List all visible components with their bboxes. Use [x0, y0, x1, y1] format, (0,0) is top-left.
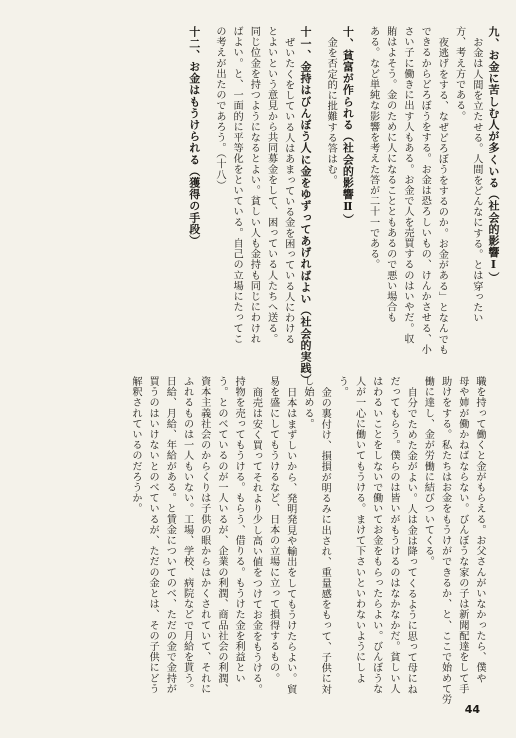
text-column: 方、考え方である。	[453, 26, 465, 122]
upper-text-block	[186, 26, 502, 386]
column-spacer	[356, 26, 364, 342]
page-number: 44	[464, 703, 480, 716]
text-column: ある。など単純な影響を考えた答が二十一である。	[367, 26, 379, 270]
section-heading: 十二、お金はもうけられる（獲得の手段）	[187, 26, 201, 247]
text-column: 自分でためた金がよい。人は金は降ってくるように思って母にね	[405, 387, 417, 695]
text-column: ふれるものは一人もいない。工場、学校、病院などで月給を貰う。	[181, 376, 193, 694]
text-column: 買うのはいけないとのべているが、ただの金とは、その子供にどう	[147, 376, 159, 694]
column-spacer	[203, 26, 211, 342]
lower-text-block	[127, 376, 488, 705]
text-column: 商売は安く買ってそれより少し高い値をつけてお金をもうける。	[250, 387, 262, 695]
text-column: 解釈されているのだろうか。	[129, 376, 141, 514]
text-column: の考えが出たのであろう。（十八）	[213, 26, 225, 191]
text-column: 日本はまずしいから、発明発見や輸出をしてもうけたらよい。貿	[284, 387, 296, 695]
text-column: 助けをする。私たちはお金をもうけができるか、と、ここで始めて労	[439, 376, 451, 705]
text-column: 日給、月給、年給がある。と賃金についてのべ、ただの金で金持が	[164, 376, 176, 694]
text-column: う。とのべているのが一人いるが、企業の利潤、商品社会の利潤、	[215, 376, 227, 694]
text-column: だってもらう。僕らのは皆いがもうけるのはなかなかだ。貧しい人	[387, 376, 399, 694]
text-column: 働に達し、金が労働に結びついてくる。	[422, 376, 434, 567]
text-column: 母や姉が働かねばならない。びんぼうな家の子は新聞配達をして手	[456, 376, 468, 694]
text-column: できるからどろぼうをする。お金は恐ろしいもの、けんかさせる、小	[419, 26, 431, 355]
section-heading: 十一、金持はびんぼう人に金をゆずってあげればよい（社会的実践）	[298, 26, 312, 386]
text-column: 賄はよそう。金のために人になることともあるので悪い場合も	[384, 26, 396, 323]
text-column: さい子に働きに出す人もある。お金で人を売買するのはいやだ。収	[401, 26, 413, 344]
text-column: 同じ位金を持つようになるとよい。貧しい人も金持も同じにわけれ	[248, 26, 260, 344]
text-column: はわるいことをしないで働いてお金をもらったらよい。びんぼうな	[370, 376, 382, 694]
text-column: 人が一心に働いてもうける。まけて下さいといわないようにしよ	[353, 376, 365, 684]
text-column: 金の裏付け、損損が明るみに出され、重量感をもって、子供に対	[319, 387, 331, 695]
text-column: お金は人間を立たせる。人間をどんなにする。とは穿ったい	[470, 37, 482, 324]
text-column: 易を盛にしてもうけるなど、日本の立場に立って損得するもの。	[267, 376, 279, 684]
text-column: ぜいたくをしている人はあまっている金を困っている人にわける	[282, 37, 294, 345]
section-heading: 九、お金に苦しむ人が多くいる（社会的影響Ⅰ）	[487, 26, 500, 284]
column-spacer	[314, 26, 322, 342]
text-column: う。	[336, 376, 348, 398]
text-column: とよいという意見から共同募金をして、困っている人たちへ送る。	[265, 26, 277, 344]
section-heading: 十、貧富が作られる（社会的影響Ⅱ）	[341, 26, 355, 226]
text-column: 資本主義社会のからくりは子供の眼からはかくされていて、それに	[198, 376, 210, 694]
text-column: 職を持って働くと金がもらえる。お父さんがいなかったら、僕や	[474, 376, 485, 684]
text-column: し始める。	[301, 376, 313, 429]
text-column: 持物を売ってもうける。もらう、借りる。もうけた金を利益とい	[233, 376, 245, 684]
text-column: 金を否定的に批難する答はむ。	[325, 37, 337, 186]
text-column: ばよい。と、一面的に平等化をといている。自己の立場にたってこ	[231, 26, 243, 344]
text-column: 夜逃げをする、なぜどろぼうをするのか。お金がある」となんでも	[436, 37, 448, 356]
